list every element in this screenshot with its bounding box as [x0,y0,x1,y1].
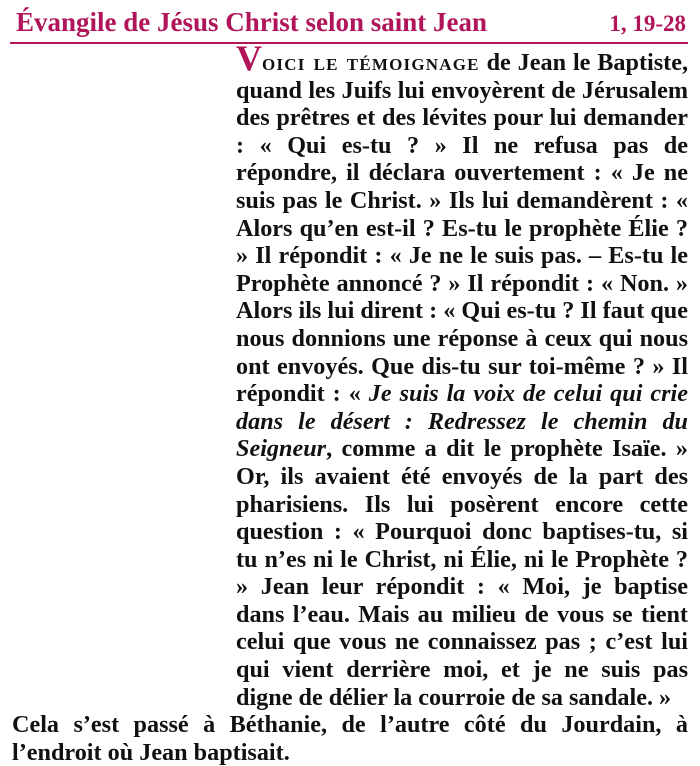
isaiah-quote: Je suis la voix de celui qui crie dans le désert : Redressez le chemin du Seigneur [236,380,689,463]
document-page [10,6,688,766]
opening-small-caps: oici le témoignage [262,49,480,76]
paragraph-1-text-b: , comme a dit le prophète Isaïe. » Or, ils avaient été envoyés de la part des pharisiens. Ils lui posèrent encore cette question : « Pourquoi donc baptises-tu, si tu n’es ni le Christ, ni Élie, ni le Prophète ? » Jean leur répondit : « Moi, je baptise dans l’eau. Mais au milieu de vous se tient celui que vous ne connaissez pas ; c’est lui qui vient derrière moi, et je ne suis pas digne de délier la courroie de sa sandale. » [236,435,688,711]
paragraph-2: Cela s’est passé à Béthanie, de l’autre côté du Jourdain, à l’endroit où Jean baptisait. [12,711,688,766]
gospel-header [10,6,688,44]
gospel-reference: 1, 19-28 [609,11,686,36]
gospel-title: Évangile de Jésus Christ selon saint Jean [16,7,488,37]
paragraph-1-text-a: de Jean le Baptiste, quand les Juifs lui envoyèrent de Jérusalem des prêtres et des lévites pour lui demander : « Qui es-tu ? » Il ne refusa pas de répondre, il déclara ouvertement : « Je ne suis pas le Christ. » Ils lui demandèrent : « Alors qu’en est-il ? Es-tu le prophète Élie ? » Il répondit : « Je ne le suis pas. – Es-tu le Prophète annoncé ? » Il répondit : « Non. » Alors ils lui dirent : « Qui es-tu ? Il faut que nous donnions une réponse à ceux qui nous ont envoyés. Que dis-tu sur toi-même ? » Il répondit : « [236,49,688,408]
paragraph-1 [12,38,689,711]
drop-cap: V [236,38,262,78]
gospel-text [10,38,689,766]
